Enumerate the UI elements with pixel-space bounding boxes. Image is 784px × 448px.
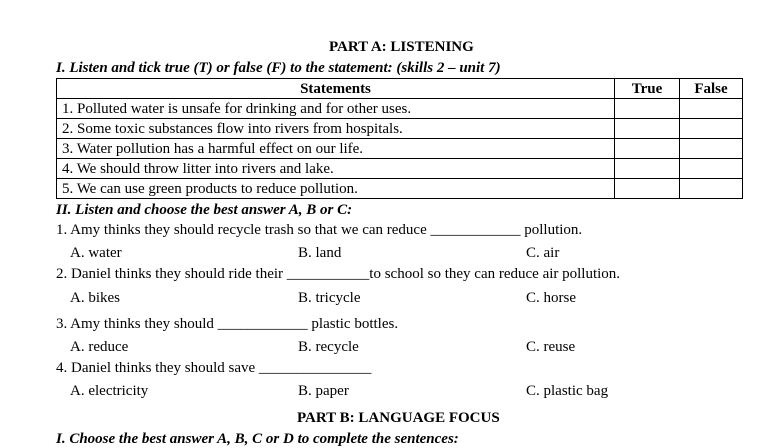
table-row [57,139,743,159]
option-c[interactable]: C. reuse [526,339,576,355]
table-row [57,99,743,119]
statement-cell: 5. We can use green products to reduce pollution. [57,179,615,199]
option-b[interactable]: B. tricycle [298,290,361,306]
option-a[interactable]: A. reduce [70,339,129,355]
option-c[interactable]: C. horse [526,290,576,306]
question-3: 3. Amy thinks they should ____________ plastic bottles. [56,316,399,332]
statement-cell: 4. We should throw litter into rivers and lake. [57,159,615,179]
table-row [57,119,743,139]
true-tick-cell[interactable] [615,99,680,119]
false-header: False [680,79,743,99]
true-header: True [615,79,680,99]
false-tick-cell[interactable] [680,139,743,159]
table-header-row [57,79,743,99]
false-tick-cell[interactable] [680,159,743,179]
true-tick-cell[interactable] [615,139,680,159]
question-1: 1. Amy thinks they should recycle trash so that we can reduce ____________ pollution. [56,222,583,238]
section-1-heading: I. Listen and tick true (T) or false (F) to the statement: (skills 2 – unit 7) [56,60,501,76]
true-tick-cell[interactable] [615,159,680,179]
false-tick-cell[interactable] [680,179,743,199]
table-row [57,179,743,199]
table-row [57,159,743,179]
true-tick-cell[interactable] [615,179,680,199]
question-2: 2. Daniel thinks they should ride their ___________to school so they can reduce air pollution. [56,266,621,282]
part-a-title: PART A: LISTENING [329,39,474,55]
true-false-table [56,78,743,199]
statements-header: Statements [57,79,615,99]
option-b[interactable]: B. recycle [298,339,359,355]
option-c[interactable]: C. plastic bag [526,383,609,399]
option-a[interactable]: A. water [70,245,122,261]
section-2-heading: II. Listen and choose the best answer A, B or C: [56,202,353,218]
false-tick-cell[interactable] [680,119,743,139]
part-b-subheading: I. Choose the best answer A, B, C or D to complete the sentences: [56,431,459,447]
option-b[interactable]: B. paper [298,383,349,399]
question-4: 4. Daniel thinks they should save _______________ [56,360,372,376]
option-a[interactable]: A. electricity [70,383,149,399]
option-a[interactable]: A. bikes [70,290,120,306]
statement-cell: 1. Polluted water is unsafe for drinking and for other uses. [57,99,615,119]
option-b[interactable]: B. land [298,245,342,261]
option-c[interactable]: C. air [526,245,560,261]
true-tick-cell[interactable] [615,119,680,139]
statement-cell: 3. Water pollution has a harmful effect on our life. [57,139,615,159]
false-tick-cell[interactable] [680,99,743,119]
part-b-title: PART B: LANGUAGE FOCUS [297,410,500,426]
statement-cell: 2. Some toxic substances flow into rivers from hospitals. [57,119,615,139]
